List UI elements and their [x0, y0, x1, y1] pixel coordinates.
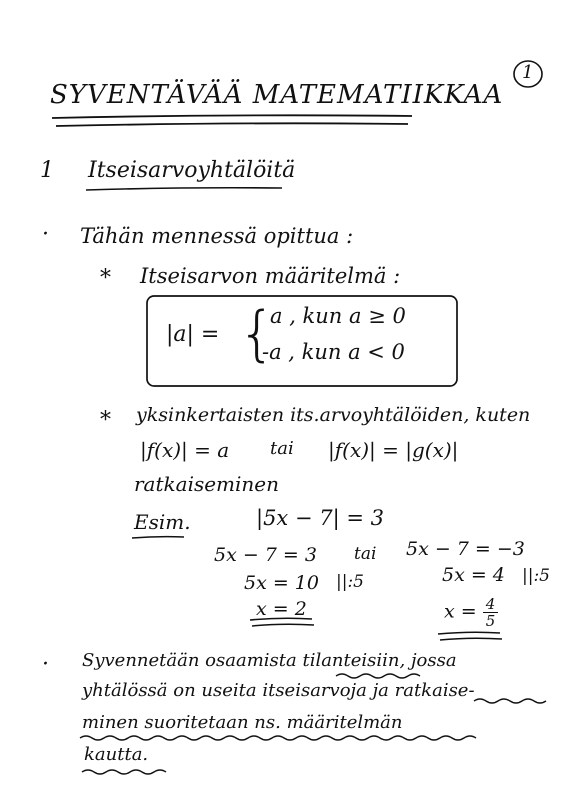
asterisk-1: *: [100, 266, 111, 291]
page-title: SYVENTÄVÄÄ MATEMATIIKKAA: [50, 80, 504, 110]
section-number: 1: [40, 158, 54, 183]
subitem2-eq-b: |f(x)| = |g(x)|: [328, 438, 459, 462]
answer2-underline-1: [438, 632, 500, 634]
wavy-underline-2: [474, 699, 546, 703]
answer2-underline-2: [440, 638, 502, 640]
bullet-dot-2: ·: [42, 652, 49, 677]
subitem2-eq-a: |f(x)| = a: [140, 438, 230, 462]
definition-lhs: |a| =: [166, 322, 220, 347]
bullet2-line2: yhtälössä on useita itseisarvoja ja ratkaise-: [82, 680, 475, 701]
example-right-answer: [444, 596, 498, 629]
title-underline-1: [52, 115, 412, 118]
example-left-line1: 5x − 7 = 3: [214, 544, 317, 566]
fraction-denominator: 5: [485, 612, 496, 630]
wavy-underline-1: [336, 674, 420, 678]
wavy-underline-4: [82, 770, 166, 774]
example-or: tai: [354, 544, 377, 564]
page-number: 1: [522, 62, 534, 83]
section-underline: [86, 188, 282, 190]
asterisk-2: *: [100, 408, 111, 433]
example-right-answer-prefix: x =: [444, 600, 477, 623]
wavy-underline-3: [80, 736, 476, 740]
example-right-op: ||:5: [522, 566, 550, 586]
example-left-line2: 5x = 10: [244, 572, 319, 594]
title-underline-2: [56, 123, 408, 126]
bullet2-line1: Syvennetään osaamista tilanteisiin, jossa: [82, 650, 457, 671]
bullet2-line4: kautta.: [84, 744, 149, 765]
fraction-numerator: 4: [483, 596, 499, 613]
curly-brace: {: [238, 299, 277, 369]
example-right-line2: 5x = 4: [442, 564, 505, 586]
answer1-underline-2: [252, 624, 314, 626]
subitem2-or: tai: [270, 438, 294, 459]
example-left-answer: x = 2: [256, 598, 307, 620]
bullet2-line3: minen suoritetaan ns. määritelmän: [82, 712, 403, 733]
bullet-dot-1: ·: [42, 222, 49, 247]
fraction: [483, 596, 499, 629]
example-equation: |5x − 7| = 3: [256, 506, 384, 530]
bullet1-text: Tähän mennessä opittua :: [80, 224, 354, 248]
definition-case-2: -a , kun a < 0: [262, 340, 405, 364]
definition-case-1: a , kun a ≥ 0: [270, 304, 406, 328]
section-heading: Itseisarvoyhtälöitä: [88, 158, 296, 183]
example-right-line1: 5x − 7 = −3: [406, 538, 525, 560]
subitem2-line1: yksinkertaisten its.arvoyhtälöiden, kuten: [136, 404, 531, 426]
example-underline: [132, 537, 184, 538]
example-left-op: ||:5: [336, 572, 364, 592]
subitem2-line3: ratkaiseminen: [134, 472, 280, 496]
definition-label: Itseisarvon määritelmä :: [140, 264, 401, 288]
example-label: Esim.: [134, 510, 191, 534]
